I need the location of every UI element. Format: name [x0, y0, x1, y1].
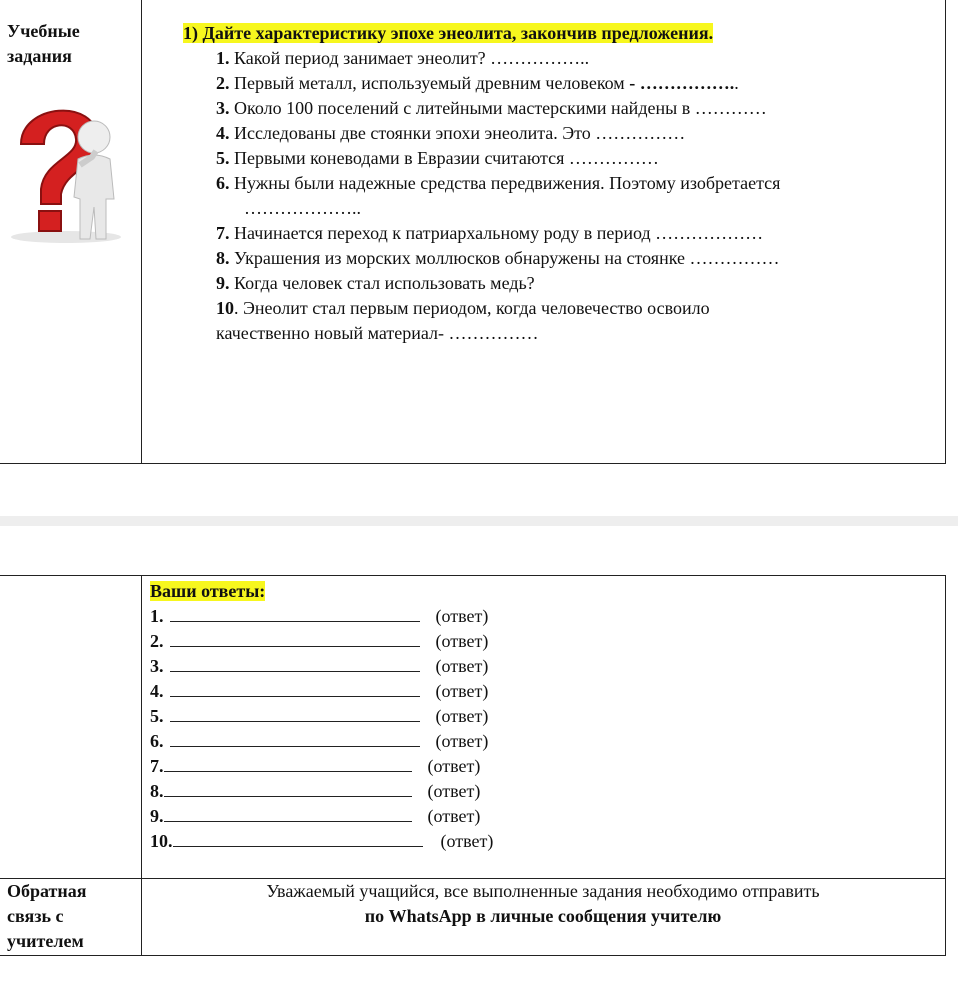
answer-hint: (ответ): [435, 606, 489, 626]
question-text: Украшения из морских моллюсков обнаружены на стоянке ……………: [229, 248, 780, 268]
question-number: 4.: [216, 123, 230, 143]
feedback-line-1: Уважаемый учащийся, все выполненные задания необходимо отправить: [266, 881, 820, 901]
answer-blank-line[interactable]: [170, 629, 420, 647]
answer-blank-line[interactable]: [170, 729, 420, 747]
answer-row: [150, 754, 480, 779]
question-item: [216, 296, 710, 321]
feedback-line-2: по WhatsApp в личные сообщения учителю: [364, 906, 722, 926]
answer-row: [150, 704, 488, 729]
question-item: [216, 146, 659, 171]
question-tail: .: [734, 73, 739, 93]
thinking-figure-question-mark-icon: [6, 99, 126, 244]
answer-hint: (ответ): [427, 781, 481, 801]
answer-hint: (ответ): [435, 681, 489, 701]
answer-row: [150, 804, 480, 829]
answer-number: 7.: [150, 756, 164, 776]
answer-blank-line[interactable]: [173, 829, 423, 847]
question-number: 1.: [216, 48, 230, 68]
answer-hint: (ответ): [440, 831, 494, 851]
answer-blank-line[interactable]: [164, 779, 412, 797]
answer-number: 6.: [150, 731, 164, 751]
answer-number: 5.: [150, 706, 164, 726]
answer-row: [150, 604, 488, 629]
answer-blank-line[interactable]: [164, 754, 412, 772]
question-item: [216, 121, 685, 146]
question-number: 10: [216, 298, 234, 318]
question-item: [216, 171, 780, 196]
question-number: 9.: [216, 273, 230, 293]
question-text: Когда человек стал использовать медь?: [229, 273, 535, 293]
answer-number: 3.: [150, 656, 164, 676]
answers-table: [0, 575, 946, 956]
question-number: 6.: [216, 173, 230, 193]
page-separator: [0, 516, 958, 526]
answer-blank-line[interactable]: [170, 704, 420, 722]
question-text: Нужны были надежные средства передвижения. Поэтому изобретается: [229, 173, 781, 193]
task-title-text: 1) Дайте характеристику эпохе энеолита, закончив предложения.: [183, 23, 714, 43]
answer-row: [150, 629, 488, 654]
question-text: Первый металл, используемый древним человеком: [229, 73, 630, 93]
answer-blank-line[interactable]: [164, 804, 412, 822]
answers-title-text: Ваши ответы:: [150, 581, 266, 601]
tasks-label: Учебные задания: [7, 21, 80, 66]
question-number: 8.: [216, 248, 230, 268]
answer-row: [150, 729, 488, 754]
answer-row: [150, 779, 480, 804]
answer-blank-line[interactable]: [170, 604, 420, 622]
answer-hint: (ответ): [427, 756, 481, 776]
answer-hint: (ответ): [435, 656, 489, 676]
question-number: 2.: [216, 73, 230, 93]
question-number: 7.: [216, 223, 230, 243]
answer-hint: (ответ): [427, 806, 481, 826]
question-number: 3.: [216, 98, 230, 118]
column-divider: [141, 0, 142, 463]
answer-hint: (ответ): [435, 731, 489, 751]
question-item: [216, 246, 780, 271]
answers-title: [150, 579, 265, 604]
answer-number: 4.: [150, 681, 164, 701]
question-item: [216, 271, 535, 296]
question-text: Исследованы две стоянки эпохи энеолита. Это ……………: [229, 123, 686, 143]
answer-row: [150, 654, 488, 679]
answer-number: 1.: [150, 606, 164, 626]
question-item: [216, 71, 739, 96]
answer-hint: (ответ): [435, 706, 489, 726]
answer-number: 8.: [150, 781, 164, 801]
question-item: [216, 221, 763, 246]
answer-number: 10.: [150, 831, 173, 851]
question-text: Первыми коневодами в Евразии считаются ……………: [229, 148, 659, 168]
question-text: Начинается переход к патриархальному роду в период ………………: [229, 223, 764, 243]
answer-row: [150, 829, 493, 854]
answer-number: 9.: [150, 806, 164, 826]
question-text: . Энеолит стал первым периодом, когда человечество освоило: [234, 298, 710, 318]
question-item: [216, 46, 589, 71]
answer-number: 2.: [150, 631, 164, 651]
question-blank: - …………….: [629, 73, 735, 93]
answer-hint: (ответ): [435, 631, 489, 651]
feedback-label: Обратная связь с учителем: [7, 881, 87, 951]
question-continuation: качественно новый материал- ……………: [216, 323, 539, 343]
tasks-table: [0, 0, 946, 464]
question-item: [216, 96, 767, 121]
task-title: [183, 21, 713, 46]
question-continuation: ………………..: [244, 198, 361, 218]
answer-blank-line[interactable]: [170, 679, 420, 697]
question-text: Какой период занимает энеолит? ……………..: [229, 48, 590, 68]
question-text: Около 100 поселений с литейными мастерскими найдены в …………: [229, 98, 767, 118]
answer-row: [150, 679, 488, 704]
answer-blank-line[interactable]: [170, 654, 420, 672]
question-number: 5.: [216, 148, 230, 168]
